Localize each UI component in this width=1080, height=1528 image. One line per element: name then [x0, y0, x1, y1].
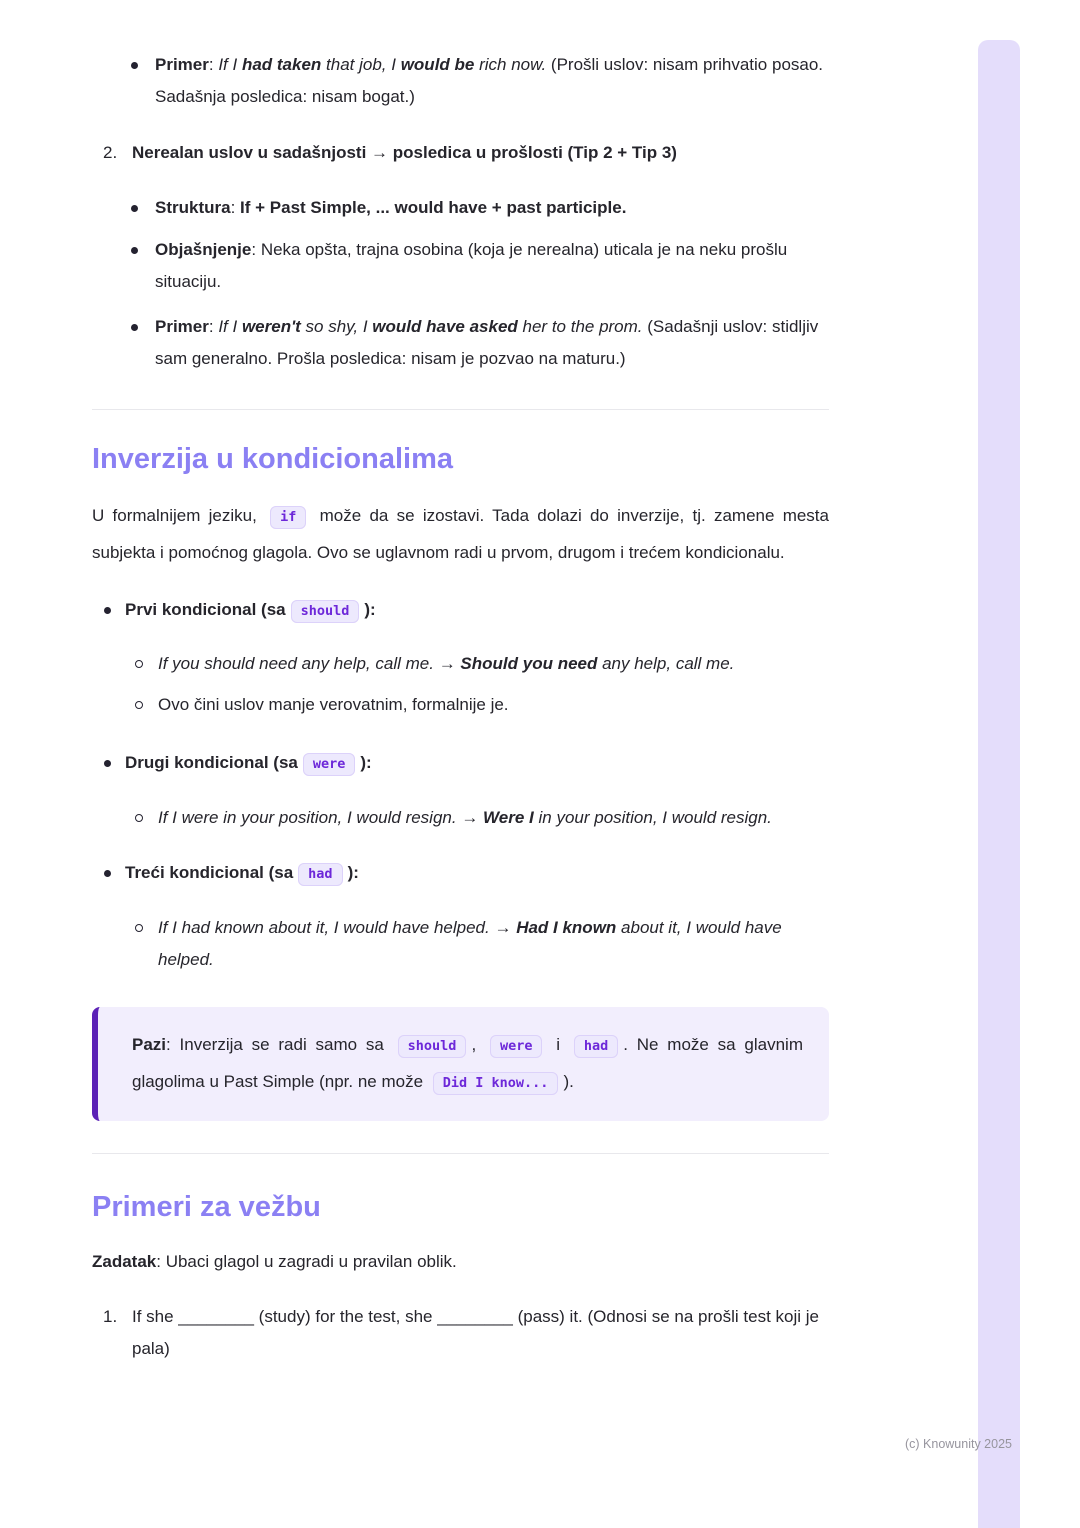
intro-paragraph: U formalnijem jeziku, if može da se izostavi. Tada dolazi do inverzije, tj. zamene mesta subjekta i pomoćnog glagola. Ovo se uglavnom radi u prvom, drugom i trećem kondicionalu.	[92, 506, 829, 562]
section-heading-primeri: Primeri za vežbu	[92, 1191, 321, 1223]
list-item-text: If I were in your position, I would resign. → Were I in your position, I would resign.	[158, 808, 772, 827]
list-item-struktura	[92, 192, 829, 224]
list-item-example-1	[92, 49, 829, 113]
list-item-text: Primer: If I had taken that job, I would be rich now. (Prošli uslov: nisam prihvatio posao. Sadašnja posledica: nisam bogat.)	[155, 55, 824, 106]
section-heading-inverzija: Inverzija u kondicionalima	[92, 443, 453, 475]
callout-note	[92, 1007, 829, 1121]
list-item-text: If you should need any help, call me. → Should you need any help, call me.	[158, 654, 735, 673]
list-item-treci-kondicional	[92, 857, 829, 890]
list-item-text: If I had known about it, I would have helped. → Had I known about it, I would have helped.	[158, 918, 782, 969]
numbered-item-1	[92, 1301, 829, 1365]
list-item-drugi-kondicional	[92, 747, 829, 780]
list-item-objasnjenje	[92, 234, 829, 298]
list-item-primer-2	[92, 311, 829, 375]
task-paragraph: Zadatak: Ubaci glagol u zagradi u pravilan oblik.	[92, 1252, 457, 1271]
bullet-icon	[92, 192, 155, 212]
list-number: 2.	[103, 143, 118, 162]
list-item-text: Treći kondicional (sa had ):	[125, 857, 829, 890]
list-subitem	[92, 802, 829, 834]
list-item-text: Struktura: If + Past Simple, ... would have + past participle.	[155, 198, 627, 217]
bullet-icon	[92, 857, 125, 877]
list-subitem	[92, 912, 829, 976]
numbered-item-2	[92, 137, 829, 169]
circle-icon	[92, 912, 158, 932]
list-item-text: Objašnjenje: Neka opšta, trajna osobina (koja je nerealna) uticala je na neku prošlu situaciju.	[155, 240, 788, 291]
scrollbar[interactable]	[978, 40, 1020, 1528]
bullet-icon	[92, 49, 155, 69]
bullet-icon	[92, 594, 125, 614]
list-item-prvi-kondicional	[92, 594, 829, 627]
list-item-text: Ovo čini uslov manje verovatnim, formalnije je.	[158, 695, 509, 714]
bullet-icon	[92, 234, 155, 254]
circle-icon	[92, 689, 158, 709]
copyright-watermark: (c) Knowunity 2025	[904, 1437, 1012, 1451]
list-subitem	[92, 648, 829, 680]
list-item-text: Drugi kondicional (sa were ):	[125, 747, 829, 780]
list-item-text: Primer: If I weren't so shy, I would have asked her to the prom. (Sadašnji uslov: stidljiv sam generalno. Prošla posledica: nisam je pozvao na maturu.)	[155, 317, 819, 368]
circle-icon	[92, 802, 158, 822]
section-divider	[92, 1153, 829, 1154]
numbered-item-text: Nerealan uslov u sadašnjosti → posledica u prošlosti (Tip 2 + Tip 3)	[132, 143, 677, 162]
section-divider	[92, 409, 829, 410]
list-subitem	[92, 689, 829, 721]
list-number: 1.	[103, 1307, 118, 1326]
callout-text: Pazi: Inverzija se radi samo sa should , were i had . Ne može sa glavnim glagolima u Past Simple (npr. ne može Did I know... ).	[132, 1027, 803, 1101]
bullet-icon	[92, 311, 155, 331]
circle-icon	[92, 648, 158, 668]
numbered-item-text: If she ________ (study) for the test, she ________ (pass) it. (Odnosi se na prošli test koji je pala)	[132, 1307, 819, 1358]
document-content	[92, 0, 829, 1365]
bullet-icon	[92, 747, 125, 767]
list-item-text: Prvi kondicional (sa should ):	[125, 594, 829, 627]
